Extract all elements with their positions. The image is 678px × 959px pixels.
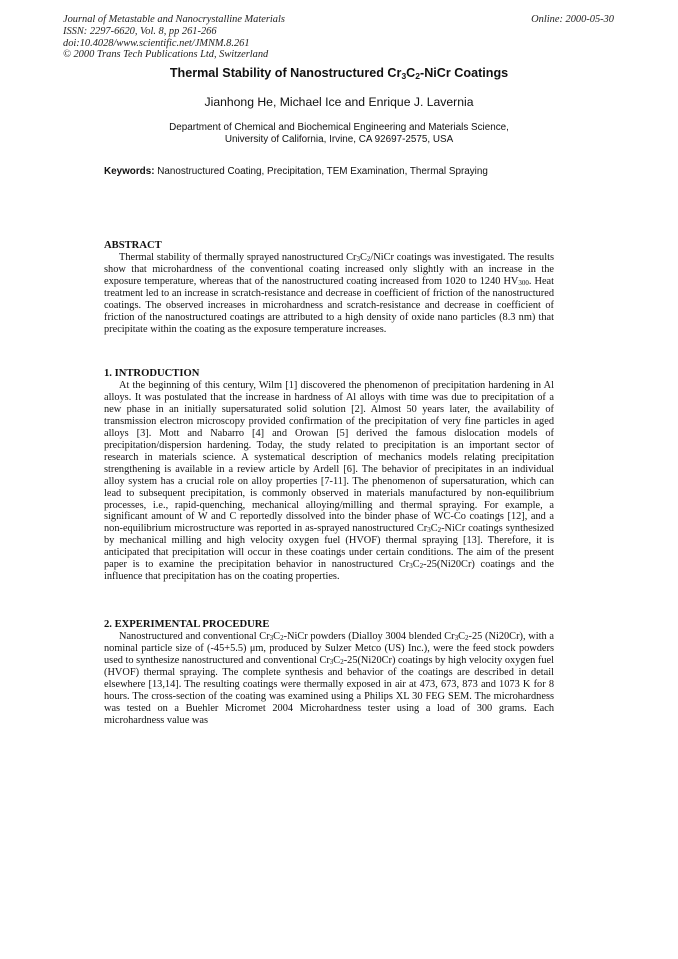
keywords [104, 166, 488, 177]
title-subscript-2: 2 [415, 71, 421, 81]
abstract-text-1: Thermal stability of thermally sprayed nanostructured Cr [119, 252, 357, 263]
exp-text-1: Nanostructured and conventional Cr [119, 631, 270, 642]
experimental-section [104, 619, 554, 727]
intro-subscript-3: 3 [409, 562, 413, 571]
journal-citation [63, 14, 483, 61]
exp-text-7: -25(Ni20Cr) coatings by high velocity oxygen fuel (HVOF) thermal spraying. The complete synthesis and behavior of the coatings are described in detail elsewhere [13,14]. The resulting coatings were thermally exposed in air at 473, 673, 873 and 1073 K for 8 hours. The cross-section of the coating was examined using a Philips XL 30 FEG SEM. The microhardness was tested on a Buehler Micromet 2004 Microhardness tester using a load of 300 grams. Each microhardness value was [104, 654, 554, 726]
exp-subscript-4: 2 [465, 634, 469, 642]
abstract-subscript-1: 3 [356, 255, 360, 263]
exp-text-2: C [273, 631, 281, 642]
keywords-label: Keywords: [104, 166, 155, 177]
introduction-paragraph [104, 380, 554, 583]
intro-subscript-1: 3 [427, 526, 431, 535]
exp-text-5: -25 (Ni20Cr), with a nominal particle size of (-45+5.5) μm, produced by Sulzer Metco (US) Inc.), were the feed stock powders used to synthesize nanostructured and conventional Cr [104, 631, 554, 666]
experimental-paragraph [104, 631, 554, 727]
exp-text-4: C [458, 631, 466, 642]
title-subscript-1: 3 [401, 71, 407, 81]
journal-doi[interactable]: doi:10.4028/www.scientific.net/JMNM.8.261 [63, 37, 250, 49]
exp-subscript-5: 3 [329, 657, 334, 666]
authors: Jianhong He, Michael Ice and Enrique J. Lavernia [204, 95, 474, 109]
intro-text-3: -NiCr coatings synthesized by mechanical milling and high velocity oxygen fuel (HVOF) thermal spraying [13]. Therefore, it is anticipated that precipitation will occur in these coatings under certain conditions. The aim of the present paper is to examine the precipitation behavior in nanostructured Cr [104, 523, 554, 571]
introduction-section [104, 368, 554, 583]
exp-text-3: -NiCr powders (Dialloy 3004 blended Cr [283, 631, 455, 642]
intro-text-2: C [430, 523, 438, 535]
intro-text-1: At the beginning of this century, Wilm [1] discovered the phenomenon of precipitation hardening in Al alloys. It was postulated that the increase in hardness of Al alloys with time was due to precipitation of a new phase in an initially supersaturated solid solution [2]. Almost 50 years later, the availability of transmission electron microscopy provided confirmation of the precipitation of very fine particles in aged alloys [3]. Mott and Nabarro [4] and Orowan [5] derived the famous dislocation models of precipitation/dispersion hardening. Today, the study related to precipitation is an important sector of research in materials science. A systematical description of mechanics models relating precipitation strengthening is available in a review article by Ardell [6]. The behavior of precipitates in an individual alloy system has a crucial role on alloy properties [7-11]. The phenomenon of supersaturation, which can lead to subsequent precipitation, is commonly observed in materials manufactured by non-equilibrium processes, i.e., rapid-quenching, mechanical alloying/milling and thermal spraying. For example, a significant amount of W and C reportedly dissolved into the binder phase of WC-Co coatings [12], and a non-equilibrium microstructure was reported in as-sprayed nanostructured Cr [104, 380, 554, 535]
intro-text-5: -25(Ni20Cr) coatings and the influence that precipitation has on the coating properties. [104, 559, 554, 583]
journal-name: Journal of Metastable and Nanocrystalline Materials [63, 14, 285, 25]
title-text-3: -NiCr Coatings [420, 66, 509, 80]
title-text-2: C [406, 66, 416, 80]
abstract-text-3: /NiCr coatings was investigated. The results show that microhardness of the conventional coating increased only slightly with an increase in the exposure temperature, whereas that of the nanostructured coating increased from 1020 to 1240 HV [104, 252, 554, 287]
abstract-text-4: . Heat treatment led to an increase in scratch-resistance and decrease in coefficient of friction of the nanostructured coatings. The observed increases in microhardness and scratch-resistance and decrease in coefficient of friction of the nanostructured coatings are attributed to a high density of oxide nano particles (8.3 nm) that precipitate within the coating as the exposure temperature increases. [104, 275, 555, 335]
abstract-heading: ABSTRACT [104, 240, 162, 251]
affiliation [0, 122, 678, 146]
exp-subscript-2: 2 [280, 634, 284, 642]
exp-subscript-1: 3 [269, 634, 274, 642]
abstract-subscript-2: 2 [366, 255, 371, 263]
exp-subscript-6: 2 [340, 657, 344, 666]
intro-subscript-4: 2 [419, 562, 424, 571]
affiliation-line-1: Department of Chemical and Biochemical Engineering and Materials Science, [169, 122, 509, 133]
abstract-section [104, 240, 554, 336]
journal-issn: ISSN: 2297-6620, Vol. 8, pp 261-266 [63, 25, 217, 37]
abstract-text-2: C [359, 252, 367, 263]
journal-copyright: © 2000 Trans Tech Publications Ltd, Switzerland [63, 49, 269, 61]
abstract-subscript-3: 300 [518, 278, 529, 287]
experimental-heading: 2. EXPERIMENTAL PROCEDURE [104, 619, 270, 630]
abstract-paragraph [104, 252, 554, 336]
intro-text-4: C [412, 559, 420, 571]
keywords-text: Nanostructured Coating, Precipitation, TEM Examination, Thermal Spraying [157, 166, 488, 177]
affiliation-line-2: University of California, Irvine, CA 92697-2575, USA [224, 134, 454, 145]
intro-subscript-2: 2 [437, 526, 442, 535]
introduction-heading: 1. INTRODUCTION [104, 368, 200, 379]
paper-title [0, 66, 678, 81]
exp-subscript-3: 3 [454, 634, 459, 642]
online-date: Online: 2000-05-30 [531, 14, 614, 25]
title-text-1: Thermal Stability of Nanostructured Cr [169, 66, 402, 80]
exp-text-6: C [333, 654, 341, 666]
